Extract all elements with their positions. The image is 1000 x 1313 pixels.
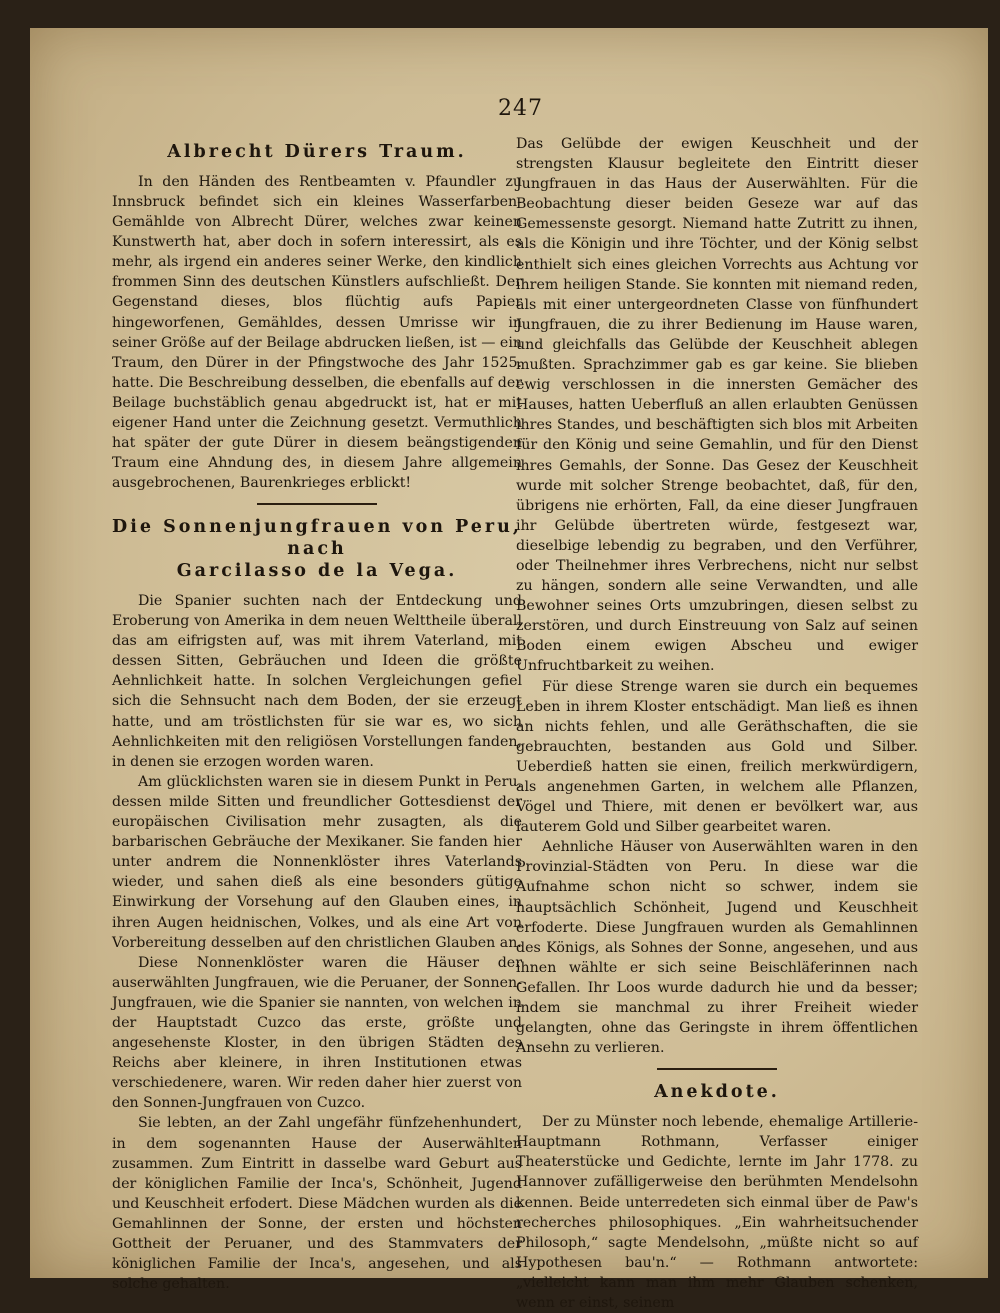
section-divider	[657, 1068, 777, 1070]
article-paragraph: In den Händen des Rentbeamten v. Pfaundler zu Innsbruck befindet sich ein kleines Wasserfarben-Gemählde von Albrecht Dürer, welches zwar keinen Kunstwerth hat, aber doch in sofern interessirt, als es mehr, als irgend ein anderes seiner Werke, den kindlich frommen Sinn des deutschen Künstlers aufschließt. Der Gegenstand dieses, blos flüchtig aufs Papier hingeworfenen, Gemähldes, dessen Umrisse wir in seiner Größe auf der Beilage abdrucken ließen, ist — ein Traum, den Dürer in der Pfingstwoche des Jahr 1525. hatte. Die Beschreibung desselben, die ebenfalls auf der Beilage buchstäblich genau abgedruckt ist, hat er mit eigener Hand unter die Zeichnung gesetzt. Vermuthlich hat später der gute Dürer in diesem beängstigenden Traum eine Ahndung des, in diesem Jahre allgemein ausgebrochenen, Baurenkrieges erblickt!	[112, 173, 522, 492]
article-title-duerers-traum: Albrecht Dürers Traum.	[167, 142, 467, 162]
article-paragraph: Das Gelübde der ewigen Keuschheit und der strengsten Klausur begleitete den Eintritt dieser Jungfrauen in das Haus der Auserwählten. Für die Beobachtung dieser beiden Geseze war auf das Gemessenste gesorgt. Niemand hatte Zutritt zu ihnen, als die Königin und ihre Töchter, und der König selbst enthielt sich eines gleichen Vorrechts aus Achtung vor ihrem heiligen Stande. Sie konnten mit niemand reden, als mit einer untergeordneten Classe von fünfhundert Jungfrauen, die zu ihrer Bedienung im Hause waren, und gleichfalls das Gelübde der Keuschheit ablegen mußten. Sprachzimmer gab es gar keine. Sie blieben ewig verschlossen in die innersten Gemächer des Hauses, hatten Ueberfluß an allen erlaubten Genüssen ihres Standes, und beschäftigten sich blos mit Arbeiten für den König und seine Gemahlin, und für den Dienst ihres Gemahls, der Sonne. Das Gesez der Keuschheit wurde mit solcher Strenge beobachtet, daß, für den, übrigens nie erhörten, Fall, da eine dieser Jungfrauen ihr Gelübde übertreten würde, festgesezt war, dieselbige lebendig zu begraben, und den Verführer, oder Theilnehmer ihres Verbrechens, nicht nur selbst zu hängen, sondern alle seine Verwandten, und alle Bewohner seines Orts umzubringen, diesen selbst zu zerstören, und durch Einstreuung von Salz auf seinen Boden einem ewigen Abscheu und ewiger Unfruchtbarkeit zu weihen.	[516, 136, 918, 675]
section-divider	[257, 503, 377, 505]
title-line: Die Sonnenjungfrauen von Peru, nach	[112, 517, 522, 560]
left-column	[112, 138, 522, 1294]
article-title-sonnenjungfrauen	[112, 517, 522, 583]
title-line: Garcilasso de la Vega.	[176, 561, 458, 582]
article-paragraph: Sie lebten, an der Zahl ungefähr fünfzehenhundert, in dem sogenannten Hause der Auserwählten zusammen. Zum Eintritt in dasselbe ward Geburt aus der königlichen Familie der Inca's, Schönheit, Jugend und Keuschheit erfodert. Diese Mädchen wurden als die Gemahlinnen der Sonne, der ersten und höchsten Gottheit der Peruaner, und des Stammvaters der königlichen Familie der Inca's, angesehen, und als solche gehalten.	[112, 1115, 522, 1293]
article-paragraph: Am glücklichsten waren sie in diesem Punkt in Peru, dessen milde Sitten und freundlicher Gottesdienst der europäischen Civilisation mehr zusagten, als die barbarischen Gebräuche der Mexikaner. Sie fanden hier unter andrem die Nonnenklöster ihres Vaterlands wieder, und sahen dieß als eine besonders gütige Einwirkung der Vorsehung auf den Glauben eines, in ihren Augen heidnischen, Volkes, und als eine Art von Vorbereitung desselben auf den christlichen Glauben an.	[112, 773, 522, 951]
article-paragraph: Die Spanier suchten nach der Entdeckung und Eroberung von Amerika in dem neuen Welttheile überall das am eifrigsten auf, was mit ihrem Vaterland, mit dessen Sitten, Gebräuchen und Ideen die größte Aehnlichkeit hatte. In solchen Vergleichungen gefiel sich die Sehnsucht nach dem Boden, der sie erzeugt hatte, und am tröstlichsten für sie war es, wo sich Aehnlichkeiten mit den religiösen Vorstellungen fanden, in denen sie erzogen worden waren.	[112, 593, 522, 770]
article-paragraph: Der zu Münster noch lebende, ehemalige Artillerie-Hauptmann Rothmann, Verfasser einiger Theaterstücke und Gedichte, lernte im Jahr 1778. zu Hannover zufälligerweise den berühmten Mendelsohn kennen. Beide unterredeten sich einmal über de Paw's recherches philosophiques. „Ein wahrheitsuchender Philosoph,“ sagte Mendelsohn, „müßte nicht so auf Hypothesen bau'n.“ — Rothmann antwortete: „vielleicht kann man ihm mehr Glauben schenken, wenn er einst, seinem	[516, 1114, 918, 1312]
article-title-anekdote: Anekdote.	[654, 1082, 780, 1103]
article-paragraph: Aehnliche Häuser von Auserwählten waren in den Provinzial-Städten von Peru. In diese war die Aufnahme schon nicht so schwer, indem sie hauptsächlich Schönheit, Jugend und Keuschheit erfoderte. Diese Jungfrauen wurden als Gemahlinnen des Königs, als Sohnes der Sonne, angesehen, und aus ihnen wählte er sich seine Beischläferinnen nach Gefallen. Ihr Loos wurde dadurch hie und da besser; indem sie manchmal zu ihrer Freiheit wieder gelangten, ohne das Geringste in ihrem öffentlichen Ansehn zu verlieren.	[516, 839, 918, 1057]
right-column	[516, 134, 918, 1313]
newspaper-page	[30, 28, 988, 1312]
page-number: 247	[498, 96, 543, 121]
article-paragraph: Für diese Strenge waren sie durch ein bequemes Leben in ihrem Kloster entschädigt. Man ließ es ihnen an nichts fehlen, und alle Geräthschaften, die sie gebrauchten, bestanden aus Gold und Silber. Ueberdieß hatten sie einen, freilich merkwürdigern, als angenehmen Garten, in welchem alle Pflanzen, Vögel und Thiere, mit denen er bevölkert war, aus lauterem Gold und Silber gearbeitet waren.	[516, 678, 918, 836]
article-paragraph: Diese Nonnenklöster waren die Häuser der auserwählten Jungfrauen, wie die Peruaner, der Sonnen-Jungfrauen, wie die Spanier sie nannten, von welchen in der Hauptstadt Cuzco das erste, größte und angesehenste Kloster, in den übrigen Städten des Reichs aber kleinere, in ihren Institutionen etwas verschiedenere, waren. Wir reden daher hier zuerst von den Sonnen-Jungfrauen von Cuzco.	[112, 954, 522, 1112]
